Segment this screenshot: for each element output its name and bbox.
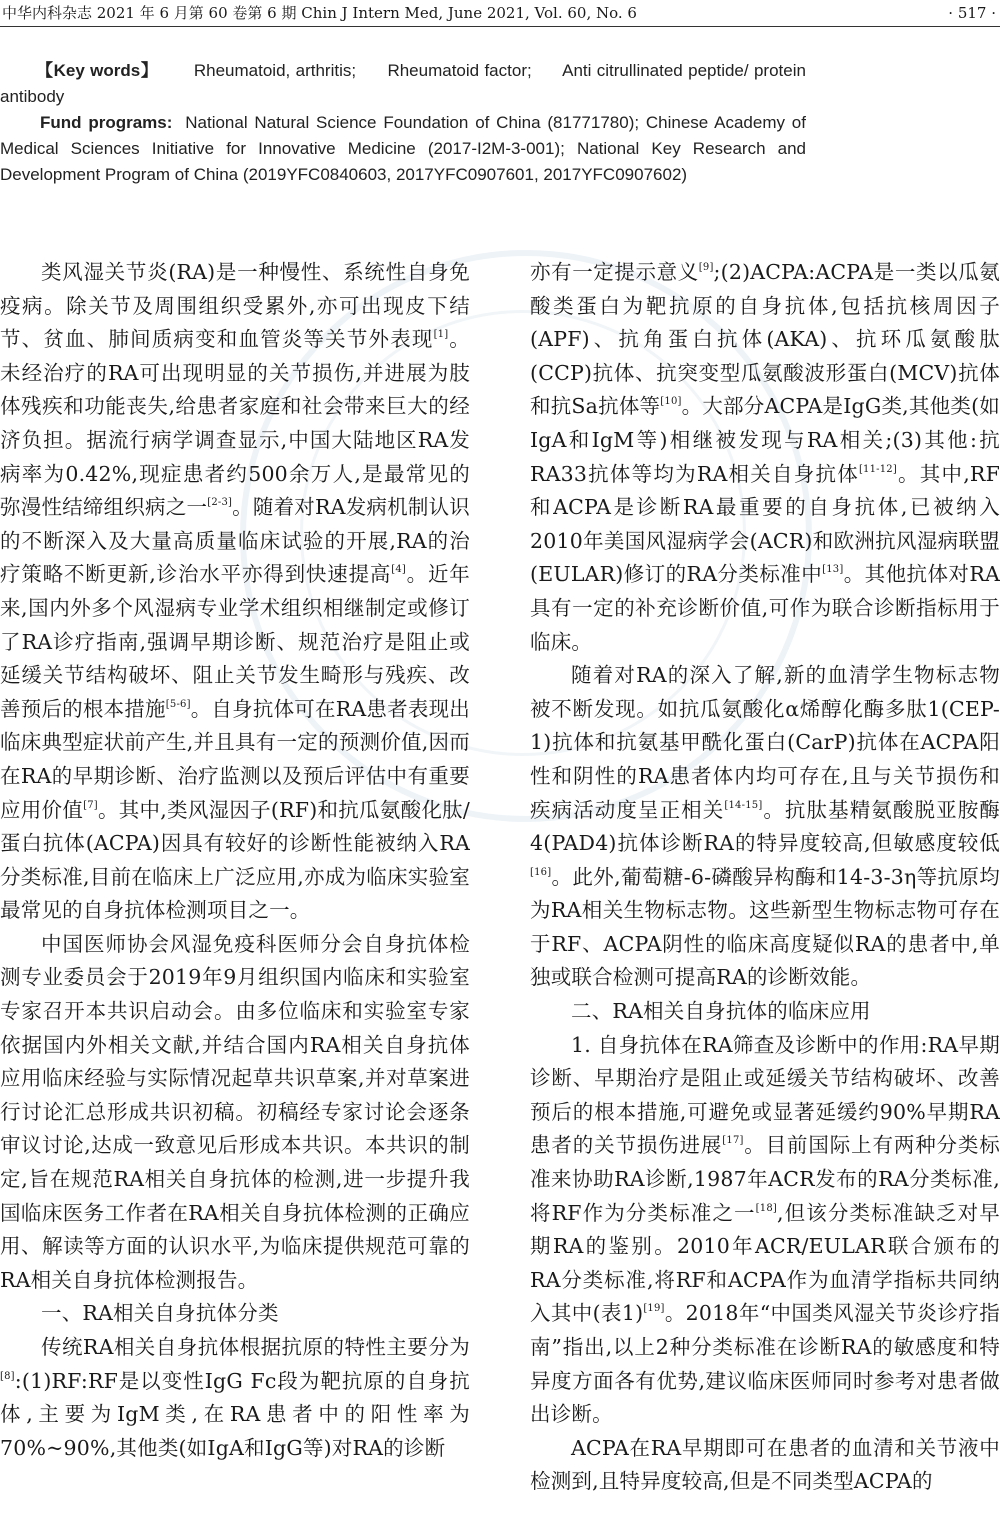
citation-ref[interactable]: [10] bbox=[660, 396, 682, 408]
fund-text: National Natural Science Foundation of China (81771780); Chinese Academy of Medical Sciences Initiative for Innovative Medicine (2017-I2M-3-001); National Key Research and Development Program of China (2019YFC0840603, 2017YFC0907601, 2017YFC0907602) bbox=[0, 113, 806, 184]
keywords-line bbox=[0, 58, 806, 110]
keyword-item: Anti citrullinated peptide/ protein antibody bbox=[0, 61, 806, 106]
citation-ref[interactable]: [19] bbox=[643, 1303, 665, 1315]
citation-ref[interactable]: [16] bbox=[530, 866, 552, 878]
citation-ref[interactable]: [11-12] bbox=[858, 463, 897, 475]
running-header bbox=[0, 0, 1000, 27]
citation-ref[interactable]: [13] bbox=[822, 564, 844, 576]
keyword-item: Rheumatoid factor; bbox=[387, 61, 532, 80]
paragraph: 随着对RA的深入了解,新的血清学生物标志物被不断发现。如抗瓜氨酸化α烯醇化酶多肽1(CEP-1)抗体和抗氨基甲酰化蛋白(CarP)抗体在ACPA阳性和阴性的RA患者体内均可存在,且与关节损伤和疾病活动度呈正相关[14-15]。抗肽基精氨酸脱亚胺酶4(PAD4)抗体诊断RA的特异度较高,但敏感度较低[16]。此外,葡萄糖-6-磷酸异构酶和14-3-3η等抗原均为RA相关生物标志物。这些新型生物标志物可存在于RF、ACPA阴性的临床高度疑似RA的患者中,单独或联合检测可提高RA的诊断效能。 bbox=[530, 663, 1000, 990]
paragraph: ACPA在RA早期即可在患者的血清和关节液中检测到,且特异度较高,但是不同类型ACPA的 bbox=[530, 1435, 1000, 1494]
keywords-label: 【Key words】 bbox=[36, 61, 159, 80]
citation-ref[interactable]: [8] bbox=[0, 1370, 15, 1382]
paragraph: 类风湿关节炎(RA)是一种慢性、系统性自身免疫病。除关节及周围组织受累外,亦可出现皮下结节、贫血、肺间质病变和血管炎等关节外表现[1]。未经治疗的RA可出现明显的关节损伤,并进展为肢体残疾和功能丧失,给患者家庭和社会带来巨大的经济负担。据流行病学调查显示,中国大陆地区RA发病率为0.42%,现症患者约500余万人,是最常见的弥漫性结缔组织病之一[2-3]。随着对RA发病机制认识的不断深入及大量高质量临床试验的开展,RA的治疗策略不断更新,诊治水平亦得到快速提高[4]。近年来,国内外多个风湿病专业学术组织相继制定或修订了RA诊疗指南,强调早期诊断、规范治疗是阻止或延缓关节结构破坏、阻止关节发生畸形与残疾、改善预后的根本措施[5-6]。自身抗体可在RA患者表现出临床典型症状前产生,并且具有一定的预测价值,因而在RA的早期诊断、治疗监测以及预后评估中有重要应用价值[7]。其中,类风湿因子(RF)和抗瓜氨酸化肽/蛋白抗体(ACPA)因具有较好的诊断性能被纳入RA分类标准,目前在临床上广泛应用,亦成为临床实验室最常见的自身抗体检测项目之一。 bbox=[0, 260, 471, 923]
citation-ref[interactable]: [9] bbox=[698, 262, 714, 273]
keyword-item: Rheumatoid, arthritis; bbox=[193, 61, 357, 80]
citation-ref[interactable]: [4] bbox=[391, 564, 406, 576]
citation-ref[interactable]: [2-3] bbox=[207, 497, 233, 509]
section-heading: 一、RA相关自身抗体分类 bbox=[41, 1301, 279, 1326]
paragraph: 传统RA相关自身抗体根据抗原的特性主要分为[8]:(1)RF:RF是以变性IgG Fc段为靶抗原的自身抗体,主要为IgM类,在RA患者中的阳性率为70%~90%,其他类(如IgA和IgG等)对RA的诊断 bbox=[0, 1335, 470, 1460]
right-column bbox=[530, 256, 1000, 1499]
citation-ref[interactable]: [1] bbox=[433, 329, 449, 341]
section-heading: 二、RA相关自身抗体的临床应用 bbox=[571, 999, 871, 1024]
left-column bbox=[0, 256, 470, 1465]
fund-line bbox=[0, 110, 806, 188]
citation-ref[interactable]: [14-15] bbox=[724, 799, 763, 811]
citation-ref[interactable]: [5-6] bbox=[165, 698, 191, 710]
citation-ref[interactable]: [7] bbox=[83, 799, 98, 811]
paragraph: 中国医师协会风湿免疫科医师分会自身抗体检测专业委员会于2019年9月组织国内临床和实验室专家召开本共识启动会。由多位临床和实验室专家依据国内外相关文献,并结合国内RA相关自身抗体应用临床经验与实际情况起草共识草案,并对草案进行讨论汇总形成共识初稿。初稿经专家讨论会逐条审议讨论,达成一致意见后形成本共识。本共识的制定,旨在规范RA相关自身抗体的检测,进一步提升我国临床医务工作者在RA相关自身抗体检测的正确应用、解读等方面的认识水平,为临床提供规范可靠的RA相关自身抗体检测报告。 bbox=[0, 931, 470, 1292]
english-metadata bbox=[0, 58, 806, 188]
paragraph: 亦有一定提示意义[9];(2)ACPA:ACPA是一类以瓜氨酸类蛋白为靶抗原的自身抗体,包括抗核周因子(APF)、抗角蛋白抗体(AKA)、抗环瓜氨酸肽(CCP)抗体、抗突变型瓜氨酸波形蛋白(MCV)抗体和抗Sa抗体等[10]。大部分ACPA是IgG类,其他类(如IgA和IgM等)相继被发现与RA相关;(3)其他:抗RA33抗体等均为RA相关自身抗体[11-12]。其中,RF和ACPA是诊断RA最重要的自身抗体,已被纳入2010年美国风湿病学会(ACR)和欧洲抗风湿病联盟(EULAR)修订的RA分类标准中[13]。其他抗体对RA具有一定的补充诊断价值,可作为联合诊断指标用于临床。 bbox=[530, 260, 1000, 654]
journal-citation: 中华内科杂志 2021 年 6 月第 60 卷第 6 期 Chin J Intern Med, June 2021, Vol. 60, No. 6 bbox=[2, 4, 637, 22]
citation-ref[interactable]: [17] bbox=[722, 1135, 744, 1147]
citation-ref[interactable]: [18] bbox=[755, 1202, 777, 1214]
fund-label: Fund programs: bbox=[40, 113, 173, 132]
page-number: · 517 · bbox=[948, 4, 996, 22]
paragraph: 1. 自身抗体在RA筛查及诊断中的作用:RA早期诊断、早期治疗是阻止或延缓关节结构破坏、改善预后的根本措施,可避免或显著延缓约90%早期RA患者的关节损伤进展[17]。目前国际上有两种分类标准来协助RA诊断,1987年ACR发布的RA分类标准,将RF作为分类标准之一[18],但该分类标准缺乏对早期RA的鉴别。2010年ACR/EULAR联合颁布的RA分类标准,将RF和ACPA作为血清学指标共同纳入其中(表1)[19]。2018年“中国类风湿关节炎诊疗指南”指出,以上2种分类标准在诊断RA的敏感度和特异度方面各有优势,建议临床医师同时参考对患者做出诊断。 bbox=[530, 1032, 1000, 1427]
